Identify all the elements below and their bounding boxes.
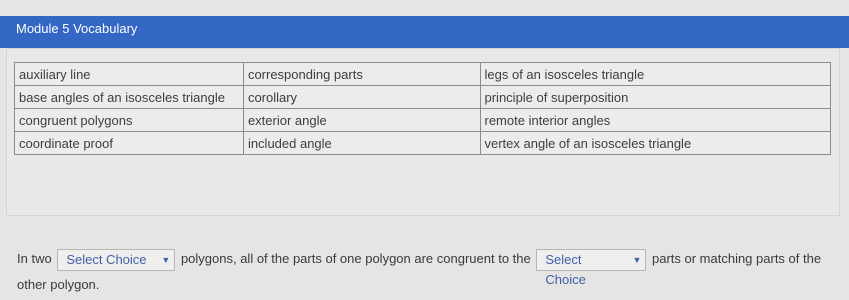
answer-select-2[interactable]: [536, 249, 646, 287]
fill-in-question: [17, 246, 837, 298]
table-row: [15, 109, 831, 132]
vocab-term: corollary: [243, 86, 480, 109]
module-header: [0, 16, 849, 48]
select-label: Select Choice: [545, 251, 586, 287]
vocab-term: corresponding parts: [243, 63, 480, 86]
question-text-part2: polygons, all of the parts of one polygon are congruent to the: [180, 251, 531, 266]
vocabulary-table: [14, 62, 831, 155]
vocab-term: remote interior angles: [480, 109, 831, 132]
vocab-term: base angles of an isosceles triangle: [15, 86, 244, 109]
table-row: [15, 86, 831, 109]
chevron-down-icon: ▼: [161, 254, 171, 265]
answer-select-1[interactable]: [57, 249, 175, 271]
select-label: Select Choice: [66, 251, 147, 267]
vocab-term: exterior angle: [243, 109, 480, 132]
vocab-term: vertex angle of an isosceles triangle: [480, 132, 831, 155]
vocab-term: legs of an isosceles triangle: [480, 63, 831, 86]
table-row: [15, 63, 831, 86]
vocab-term: coordinate proof: [15, 132, 244, 155]
module-title: Module 5 Vocabulary: [16, 21, 138, 36]
question-text-part1: In two: [17, 251, 52, 266]
chevron-down-icon: ▼: [632, 254, 642, 265]
table-row: [15, 132, 831, 155]
vocab-term: auxiliary line: [15, 63, 244, 86]
vocab-term: included angle: [243, 132, 480, 155]
vocab-term: congruent polygons: [15, 109, 244, 132]
vocab-term: principle of superposition: [480, 86, 831, 109]
question-text-part3: parts or matching parts of the other polygon.: [17, 251, 822, 292]
